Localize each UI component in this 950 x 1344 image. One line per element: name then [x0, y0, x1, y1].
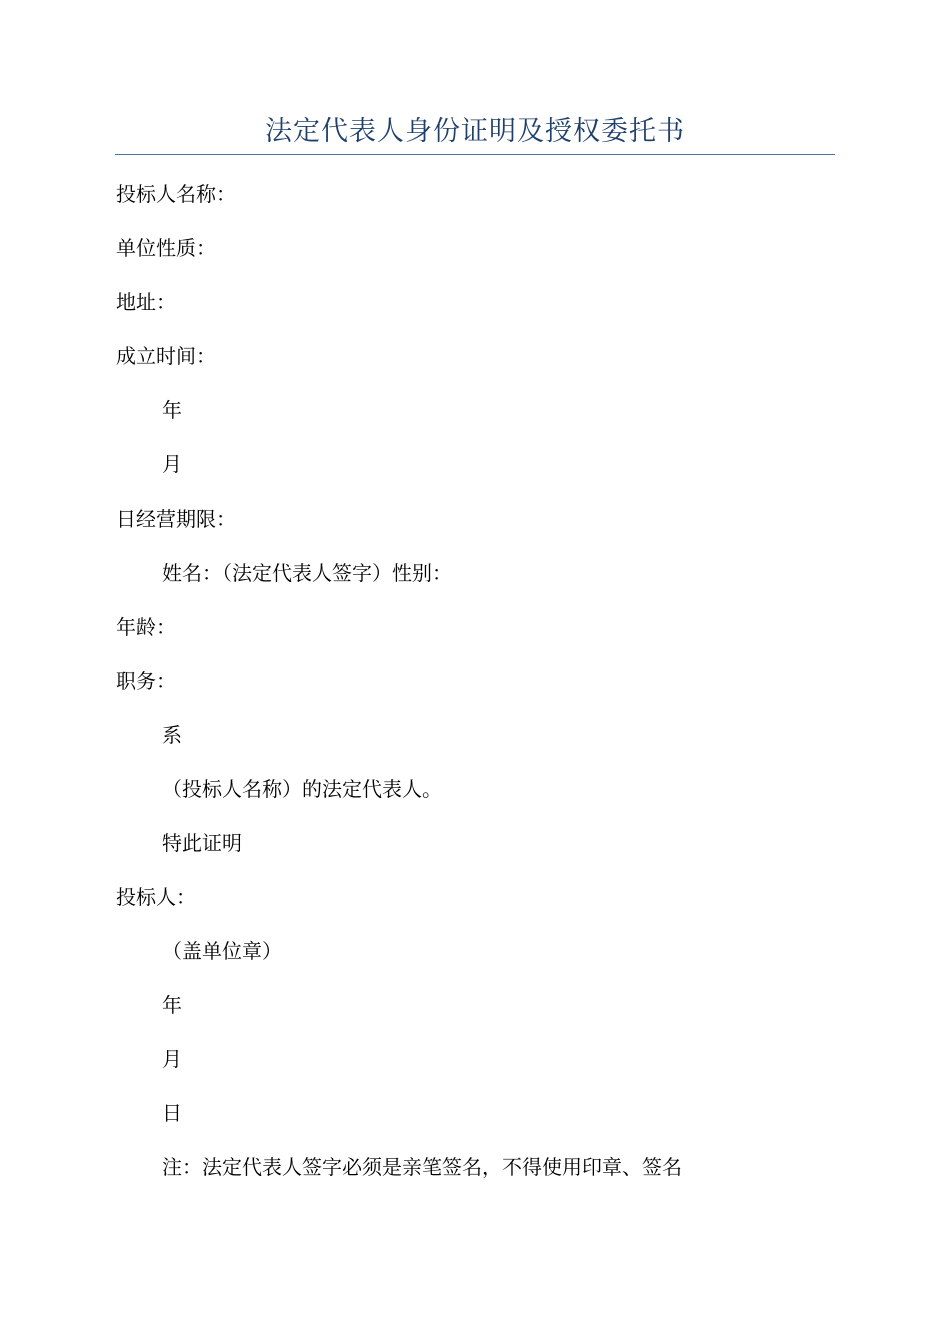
field-unit-nature: 单位性质：	[116, 236, 216, 260]
text-hereby-certify: 特此证明	[162, 831, 242, 855]
field-name-gender: 姓名：（法定代表人签字）性别：	[162, 561, 452, 585]
document-title: 法定代表人身份证明及授权委托书	[265, 116, 685, 147]
field-sign-day: 日	[162, 1101, 182, 1125]
text-is: 系	[162, 723, 182, 747]
field-sign-year: 年	[162, 993, 182, 1017]
field-sign-month: 月	[162, 1047, 182, 1071]
field-year: 年	[162, 398, 182, 422]
field-bidder: 投标人：	[116, 885, 196, 909]
field-age: 年龄：	[116, 615, 176, 639]
field-position: 职务：	[116, 669, 176, 693]
field-address: 地址：	[116, 290, 176, 314]
field-month: 月	[162, 452, 182, 476]
field-day-operating-period: 日经营期限：	[116, 507, 236, 531]
text-note: 注：法定代表人签字必须是亲笔签名，不得使用印章、签名	[162, 1155, 682, 1179]
title-underline	[115, 154, 835, 155]
field-established-time: 成立时间：	[116, 344, 216, 368]
field-bidder-name: 投标人名称：	[116, 182, 236, 206]
text-legal-rep-of: （投标人名称）的法定代表人。	[162, 777, 442, 801]
text-stamp: （盖单位章）	[162, 939, 282, 963]
